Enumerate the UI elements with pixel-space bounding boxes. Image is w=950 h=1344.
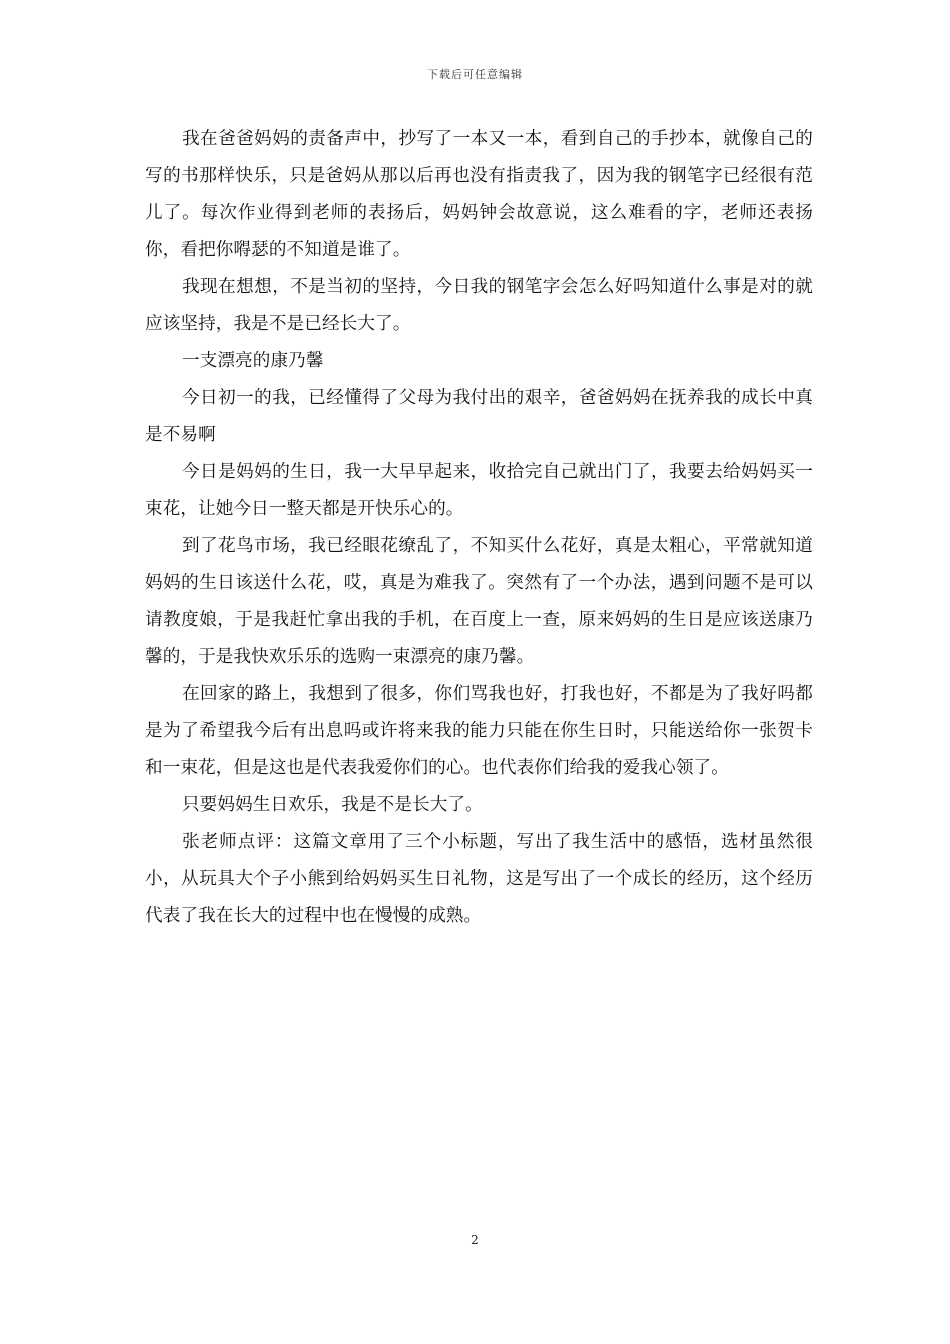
teacher-comment: 张老师点评：这篇文章用了三个小标题，写出了我生活中的感悟，选材虽然很小，从玩具大个子小熊到给妈妈买生日礼物，这是写出了一个成长的经历，这个经历代表了我在长大的过程中也在慢慢的成熟。 (145, 832, 813, 926)
page-header: 下载后可任意编辑 (427, 68, 523, 81)
paragraph-4: 今日是妈妈的生日，我一大早早起来，收拾完自己就出门了，我要去给妈妈买一束花，让她今日一整天都是开快乐心的。 (145, 462, 813, 519)
paragraph-1: 我在爸爸妈妈的责备声中，抄写了一本又一本，看到自己的手抄本，就像自己的写的书那样快乐，只是爸妈从那以后再也没有指责我了，因为我的钢笔字已经很有范儿了。每次作业得到老师的表扬后，妈妈钟会故意说，这么难看的字，老师还表扬你，看把你嘚瑟的不知道是谁了。 (145, 129, 813, 260)
paragraph-2: 我现在想想，不是当初的坚持，今日我的钢笔字会怎么好吗知道什么事是对的就应该坚持，我是不是已经长大了。 (145, 277, 813, 334)
paragraph-7: 只要妈妈生日欢乐，我是不是长大了。 (182, 795, 483, 815)
paragraph-3: 今日初一的我，已经懂得了父母为我付出的艰辛，爸爸妈妈在抚养我的成长中真是不易啊 (145, 388, 813, 445)
document-body (145, 121, 813, 935)
section-title: 一支漂亮的康乃馨 (182, 351, 324, 371)
paragraph-6: 在回家的路上，我想到了很多，你们骂我也好，打我也好，不都是为了我好吗都是为了希望我今后有出息吗或许将来我的能力只能在你生日时，只能送给你一张贺卡和一束花，但是这也是代表我爱你们的心。也代表你们给我的爱我心领了。 (145, 684, 813, 778)
page-number: 2 (471, 1233, 479, 1247)
paragraph-5: 到了花鸟市场，我已经眼花缭乱了，不知买什么花好，真是太粗心，平常就知道妈妈的生日该送什么花，哎，真是为难我了。突然有了一个办法，遇到问题不是可以请教度娘，于是我赶忙拿出我的手机，在百度上一查，原来妈妈的生日是应该送康乃馨的，于是我快欢乐乐的选购一束漂亮的康乃馨。 (145, 536, 813, 667)
